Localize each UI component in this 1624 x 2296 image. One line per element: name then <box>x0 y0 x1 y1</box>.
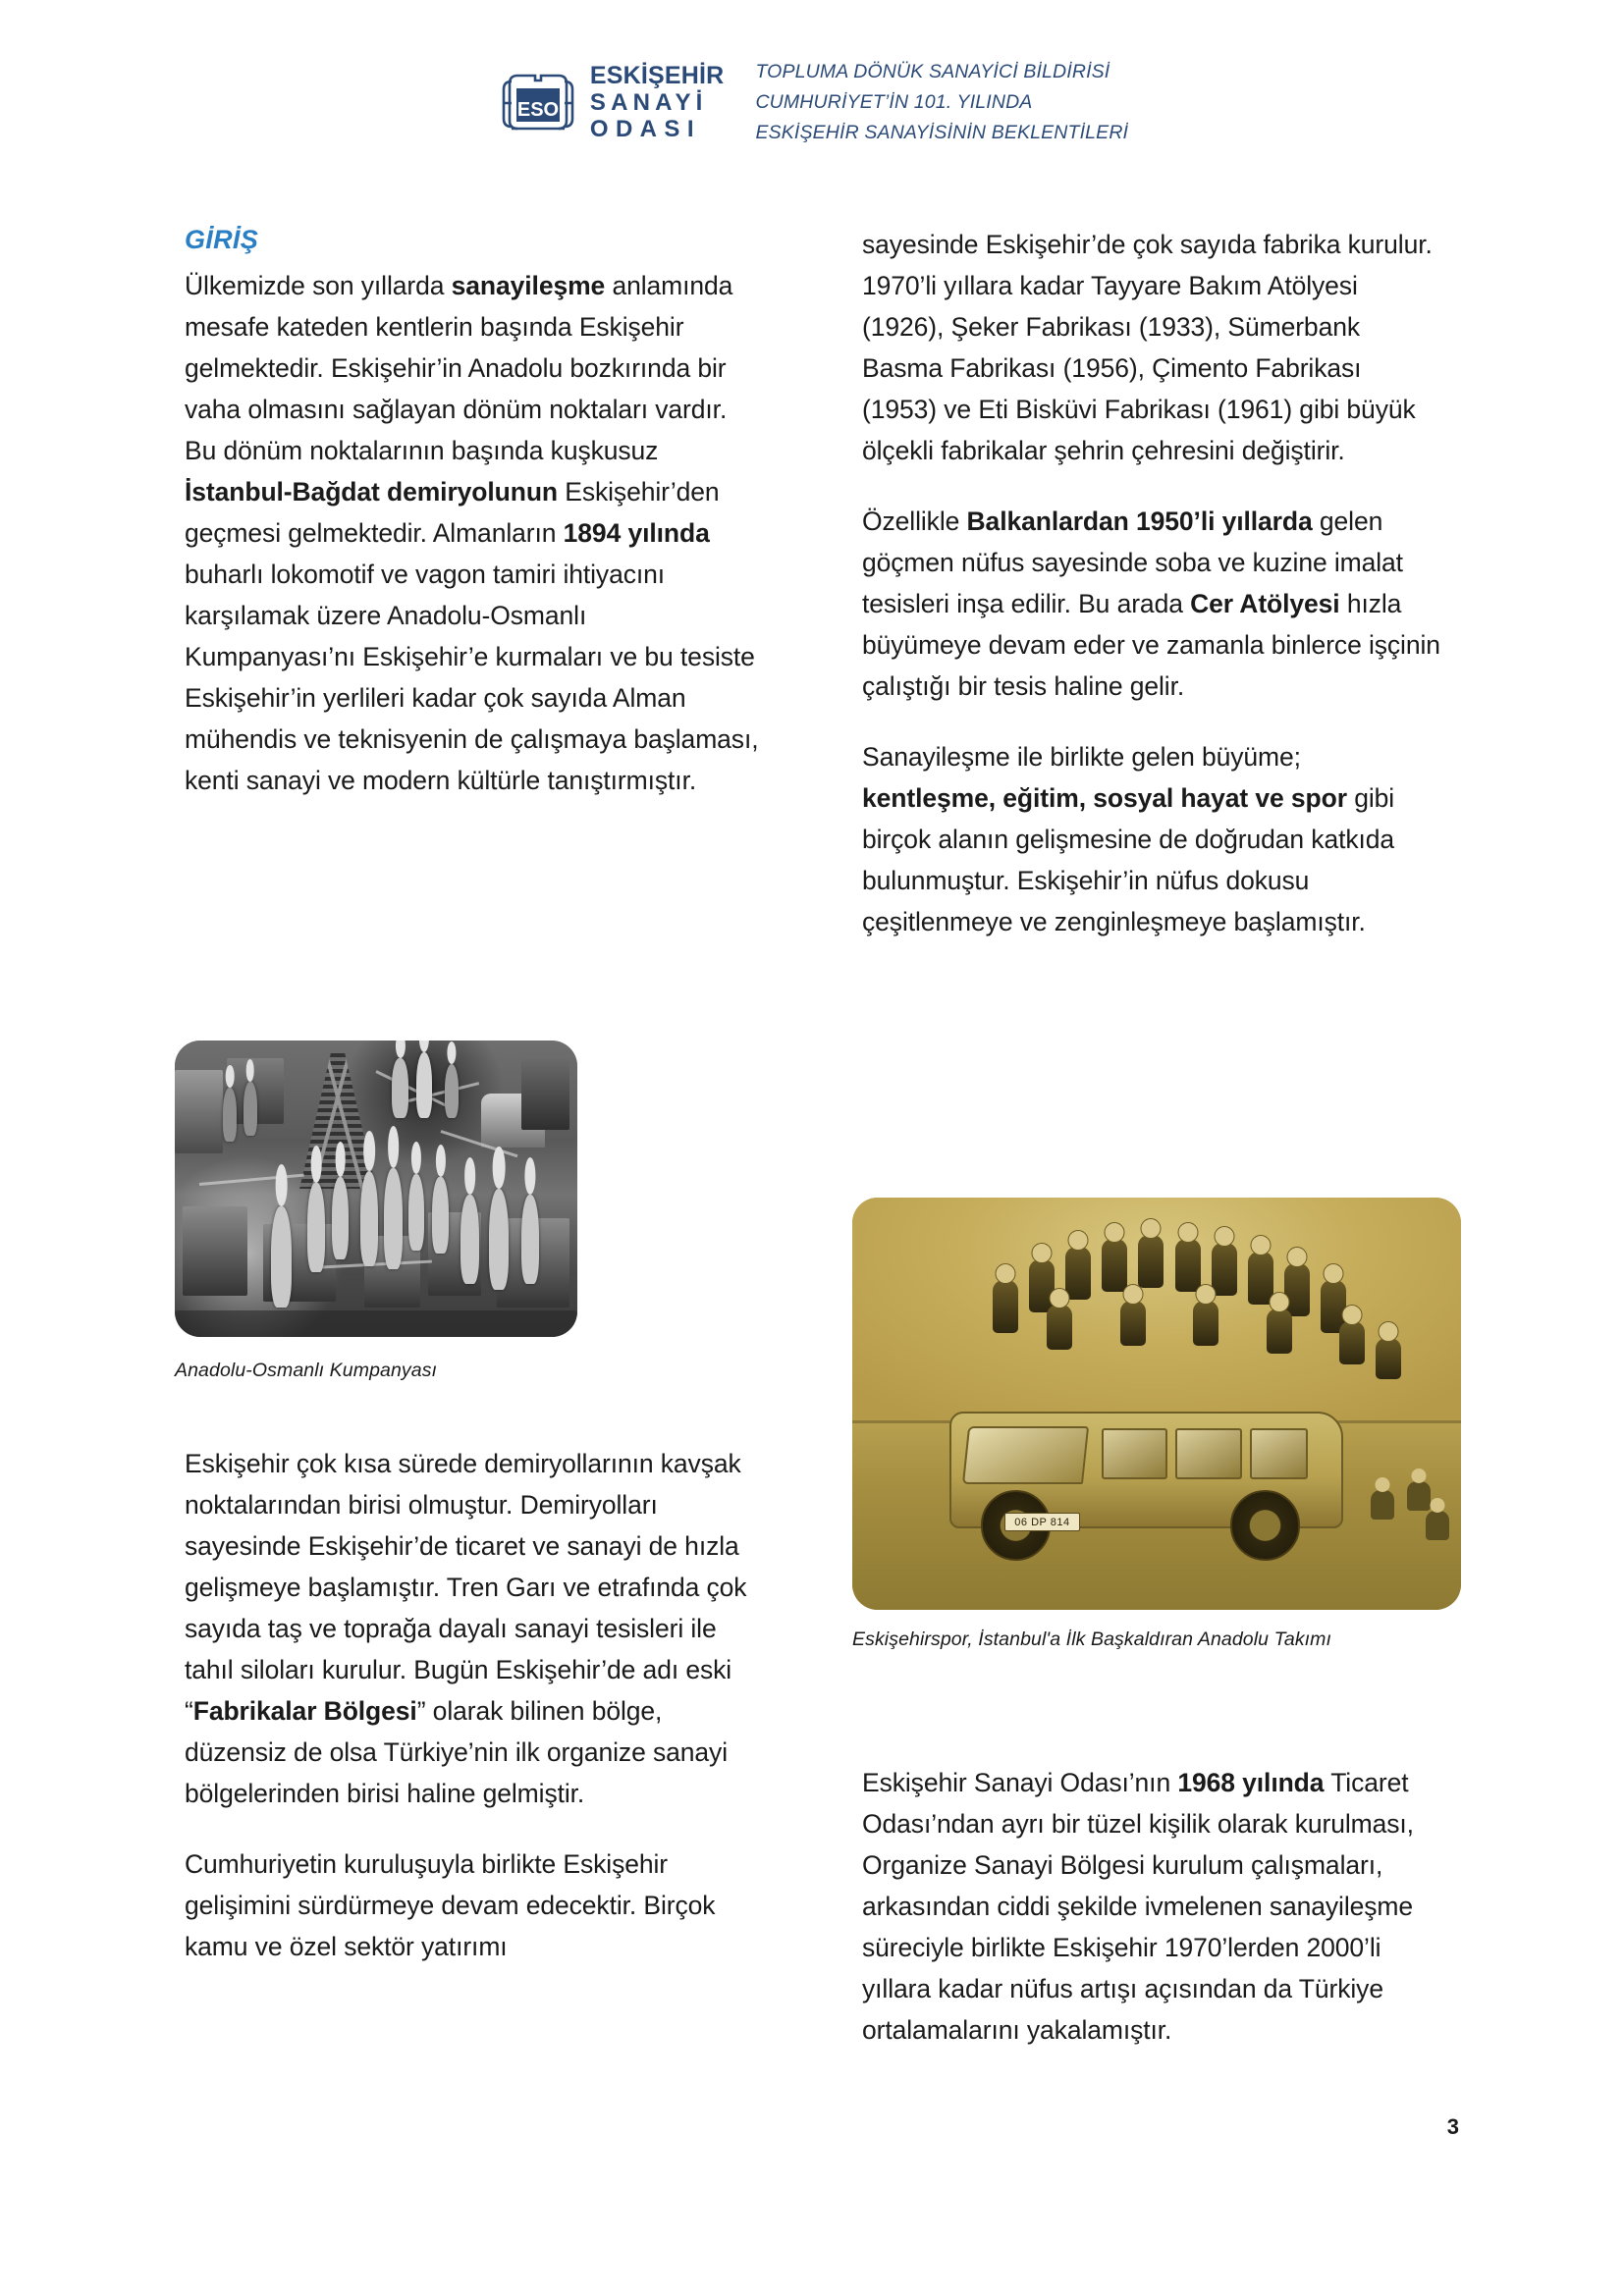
rp3-part-1: Sanayileşme ile birlikte gelen büyüme; <box>862 742 1301 772</box>
logo-word-eskisehir: ESKİŞEHİR <box>589 61 725 89</box>
rp2-part-1: Özellikle <box>862 507 967 536</box>
lp1-part-1: Ülkemizde son yıllarda <box>185 271 452 301</box>
rp2-bold-cer-atolyesi: Cer Atölyesi <box>1190 589 1340 618</box>
lp2-part-1: Eskişehir çok kısa sürede demiryollarının kavşak noktalarından birisi olmuştur. Demiryolları sayesinde Eskişehir’de ticaret ve sanayi de hızla gelişmeye başlamıştır. Tren Garı ve etrafında çok sayıda taş ve toprağa dayalı sanayi tesisleri ile tahıl siloları kurulur. Bugün Eskişehir’de adı eski “ <box>185 1449 747 1726</box>
figure-eskisehirspor <box>852 1198 1461 1652</box>
lp2-part-2: ” olarak bilinen bölge, düzensiz de olsa Türkiye’nin ilk organize sanayi bölgelerinden birisi haline gelmiştir. <box>185 1696 728 1808</box>
header-line-2: CUMHURİYET’İN 101. YILINDA <box>755 90 1033 113</box>
header-line-3: ESKİŞEHİR SANAYİSİNİN BEKLENTİLERİ <box>755 121 1129 143</box>
rp2-part-2: gelen göçmen nüfus sayesinde soba ve kuzine imalat tesisleri inşa edilir. Bu arada <box>862 507 1403 618</box>
right-column <box>862 224 1441 942</box>
lp1-part-4: buharlı lokomotif ve vagon tamiri ihtiyacını karşılamak üzere Anadolu-Osmanlı Kumpanyası’nı Eskişehir’e kurmaları ve bu tesiste Eskişehir’in yerlileri kadar çok sayıda Alman mühendis ve teknisyenin de çalışmaya başlaması, kenti sanayi ve modern kültürle tanıştırmıştır. <box>185 560 759 796</box>
header-line-1: TOPLUMA DÖNÜK SANAYİCİ BİLDİRİSİ <box>755 61 1110 82</box>
right-paragraph-3 <box>862 736 1441 942</box>
lp1-bold-sanayilesme: sanayileşme <box>451 271 606 301</box>
left-column <box>185 224 764 830</box>
right-paragraph-2 <box>862 501 1441 707</box>
figure-anadolu-osmanli-kumpanyasi <box>175 1041 577 1383</box>
eso-logo-wordmark <box>589 61 725 142</box>
right-paragraph-4 <box>862 1762 1441 2051</box>
figure-1-caption: Anadolu-Osmanlı Kumpanyası <box>175 1360 438 1381</box>
rp4-bold-1968: 1968 yılında <box>1177 1768 1325 1797</box>
rp4-part-1: Eskişehir Sanayi Odası’nın <box>862 1768 1178 1797</box>
rp2-part-3: hızla büyümeye devam eder ve zamanla binlerce işçinin çalıştığı bir tesis haline gelir. <box>862 589 1440 701</box>
header-title-block <box>755 57 1128 147</box>
lp1-part-2: anlamında mesafe kateden kentlerin başında Eskişehir gelmektedir. Eskişehir’in Anadolu bozkırında bir vaha olmasını sağlayan dönüm noktaları vardır. Bu dönüm noktalarının başında kuşkusuz <box>185 271 733 466</box>
eso-logo-mark-text: ESO <box>516 99 559 122</box>
lp1-part-3: Eskişehir’den geçmesi gelmektedir. Almanların <box>185 477 720 549</box>
eso-logo <box>496 60 725 144</box>
right-column-continued <box>862 1762 1441 2051</box>
rp3-bold-kentlesme: kentleşme, eğitim, sosyal hayat ve spor <box>862 783 1347 813</box>
van-license-plate: 06 DP 814 <box>1004 1513 1080 1531</box>
left-paragraph-2 <box>185 1443 764 1814</box>
logo-word-sanayi: SANAYİ <box>589 88 708 116</box>
eso-logo-mark-icon <box>496 60 580 144</box>
rp3-part-2: gibi birçok alanın gelişmesine de doğrudan katkıda bulunmuştur. Eskişehir’in nüfus dokusu çeşitlenmeye ve zenginleşmeye başlamıştır. <box>862 783 1395 936</box>
rp4-part-2: Ticaret Odası’ndan ayrı bir tüzel kişilik olarak kurulması, Organize Sanayi Bölgesi kurulum çalışmaları, arkasından ciddi şekilde ivmelenen sanayileşme süreciyle birlikte Eskişehir 1970’lerden 2000’li yıllara kadar nüfus artışı açısından da Türkiye ortalamalarını yakalamıştır. <box>862 1768 1414 2045</box>
right-paragraph-1: sayesinde Eskişehir’de çok sayıda fabrika kurulur. 1970’li yıllara kadar Tayyare Bakım Atölyesi (1926), Şeker Fabrikası (1933), Sümerbank Basma Fabrikası (1956), Çimento Fabrikası (1953) ve Eti Bisküvi Fabrikası (1961) gibi büyük ölçekli fabrikalar şehrin çehresini değiştirir. <box>862 230 1433 465</box>
left-column-continued <box>185 1443 764 1967</box>
lp1-bold-demiryolu: İstanbul-Bağdat demiryolunun <box>185 477 558 507</box>
page-header <box>0 57 1624 147</box>
lp1-bold-1894: 1894 yılında <box>563 518 710 549</box>
logo-word-odasi: ODASI <box>589 115 701 142</box>
page-number: 3 <box>1446 2114 1459 2139</box>
figure-1-image <box>175 1041 577 1337</box>
figure-2-image <box>852 1198 1461 1610</box>
lp2-bold-fabrikalar-bolgesi: Fabrikalar Bölgesi <box>192 1696 417 1726</box>
rp2-bold-balkanlardan: Balkanlardan 1950’li yıllarda <box>966 507 1313 536</box>
figure-2-caption: Eskişehirspor, İstanbul'a İlk Başkaldıran Anadolu Takımı <box>852 1629 1332 1650</box>
left-paragraph-3: Cumhuriyetin kuruluşuyla birlikte Eskişehir gelişimini sürdürmeye devam edecektir. Birçok kamu ve özel sektör yatırımı <box>185 1849 716 1961</box>
section-title-giris: GİRİŞ <box>185 225 259 254</box>
left-paragraph-1 <box>185 265 764 801</box>
